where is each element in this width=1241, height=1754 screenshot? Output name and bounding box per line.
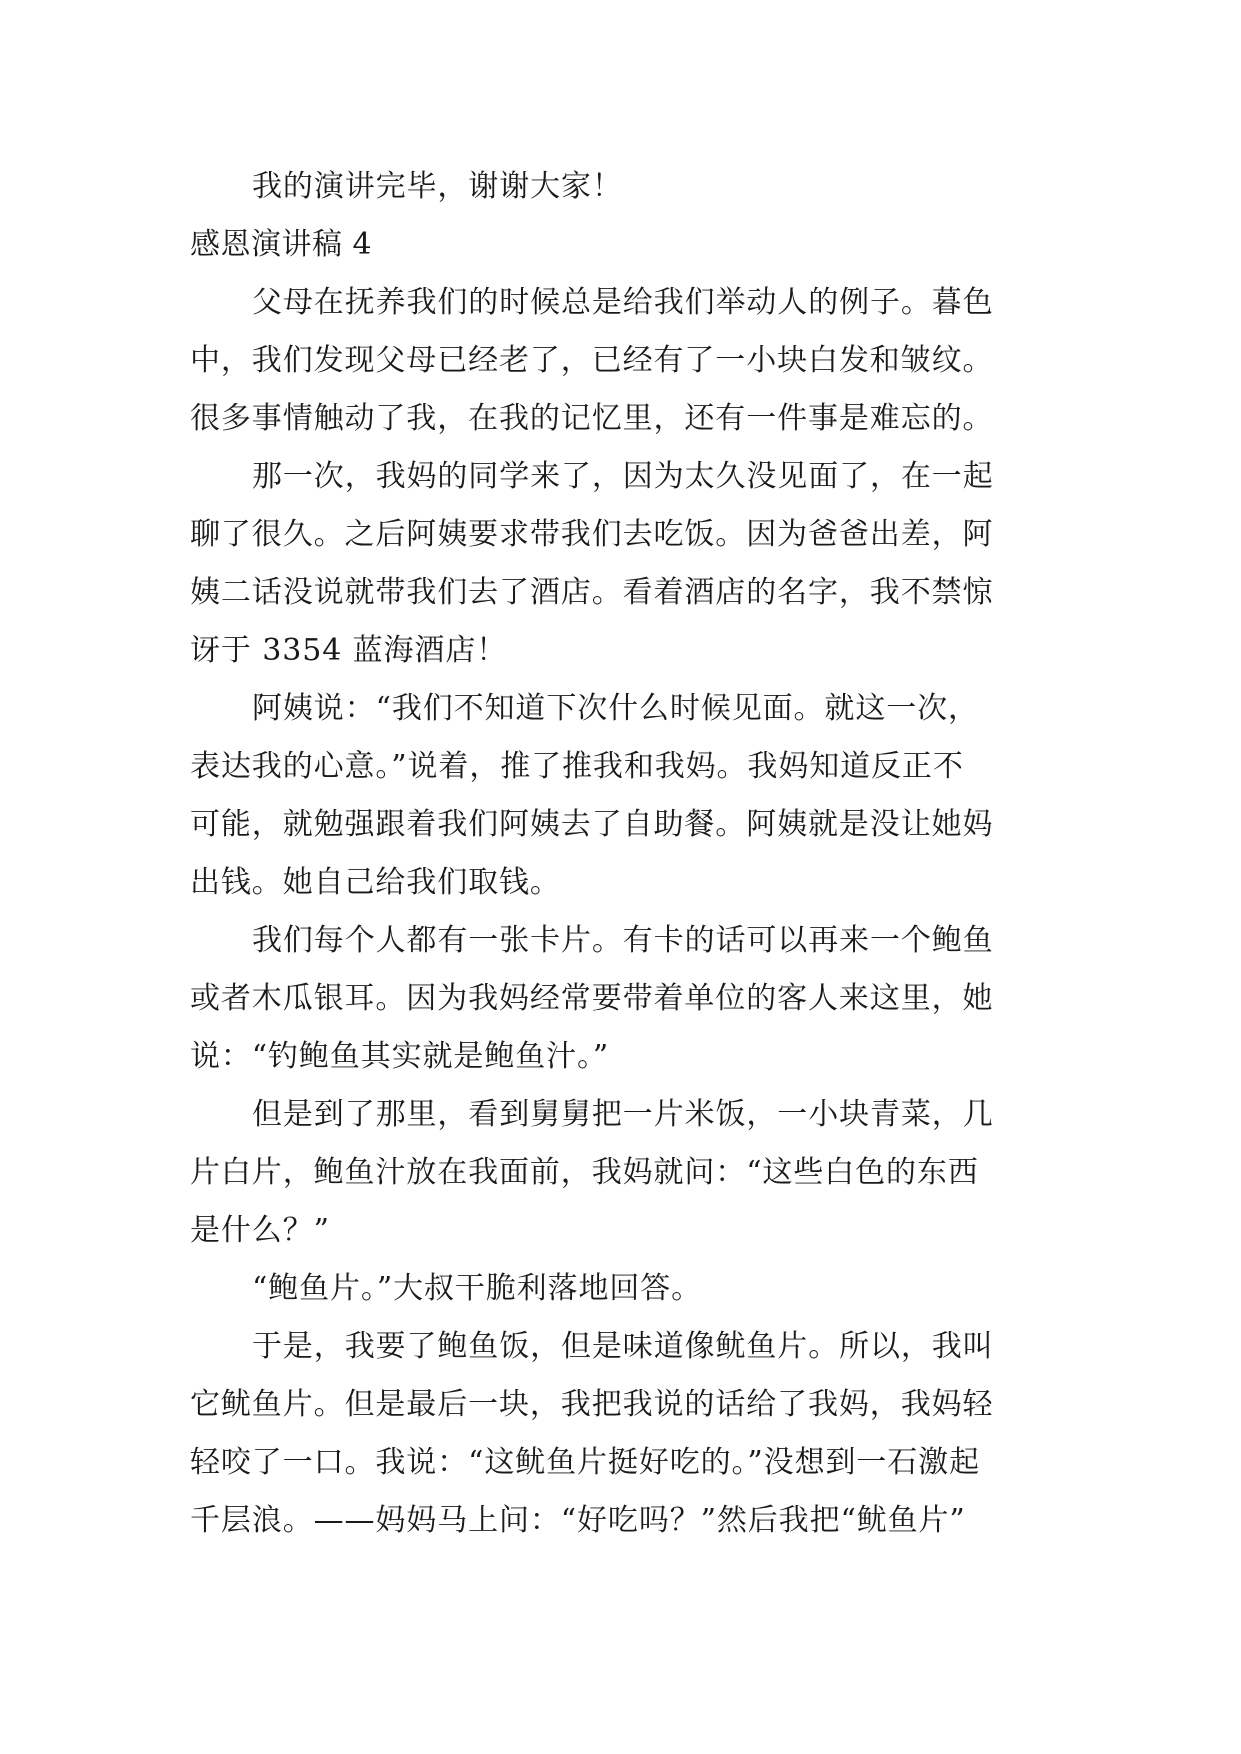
text-line: 很多事情触动了我，在我的记忆里，还有一件事是难忘的。	[190, 401, 994, 436]
text-line: 或者木瓜银耳。因为我妈经常要带着单位的客人来这里，她	[190, 981, 994, 1016]
text-line: 是什么？”	[190, 1213, 330, 1248]
text-line: 中，我们发现父母已经老了，已经有了一小块白发和皱纹。	[190, 343, 994, 378]
text-line: 表达我的心意。”说着，推了推我和我妈。我妈知道反正不	[190, 749, 964, 784]
section-heading: 感恩演讲稿 4	[190, 227, 373, 262]
text-line: 讶于 3354 蓝海酒店！	[190, 633, 508, 668]
text-line: 父母在抚养我们的时候总是给我们举动人的例子。暮色	[252, 285, 994, 320]
text-line: 可能，就勉强跟着我们阿姨去了自助餐。阿姨就是没让她妈	[190, 807, 994, 842]
text-line: 说：“钓鲍鱼其实就是鲍鱼汁。”	[190, 1039, 610, 1074]
text-line: 聊了很久。之后阿姨要求带我们去吃饭。因为爸爸出差，阿	[190, 517, 994, 552]
text-line: 但是到了那里，看到舅舅把一片米饭，一小块青菜，几	[252, 1097, 994, 1132]
text-line: 于是，我要了鲍鱼饭，但是味道像鱿鱼片。所以，我叫	[252, 1329, 994, 1364]
document-body	[190, 158, 1060, 1550]
text-line: 那一次，我妈的同学来了，因为太久没见面了，在一起	[252, 459, 994, 494]
text-line: 千层浪。——妈妈马上问：“好吃吗？”然后我把“鱿鱼片”	[190, 1503, 966, 1538]
text-line: 阿姨说：“我们不知道下次什么时候见面。就这一次，	[252, 691, 979, 726]
text-line: 轻咬了一口。我说：“这鱿鱼片挺好吃的。”没想到一石激起	[190, 1445, 980, 1480]
text-line: 我们每个人都有一张卡片。有卡的话可以再来一个鲍鱼	[252, 923, 994, 958]
text-line: 片白片，鲍鱼汁放在我面前，我妈就问：“这些白色的东西	[190, 1155, 979, 1190]
text-line: 姨二话没说就带我们去了酒店。看着酒店的名字，我不禁惊	[190, 575, 994, 610]
text-line: 我的演讲完毕，谢谢大家！	[252, 169, 623, 204]
text-line: 它鱿鱼片。但是最后一块，我把我说的话给了我妈，我妈轻	[190, 1387, 994, 1422]
text-line: 出钱。她自己给我们取钱。	[190, 865, 561, 900]
text-line: “鲍鱼片。”大叔干脆利落地回答。	[252, 1271, 703, 1306]
